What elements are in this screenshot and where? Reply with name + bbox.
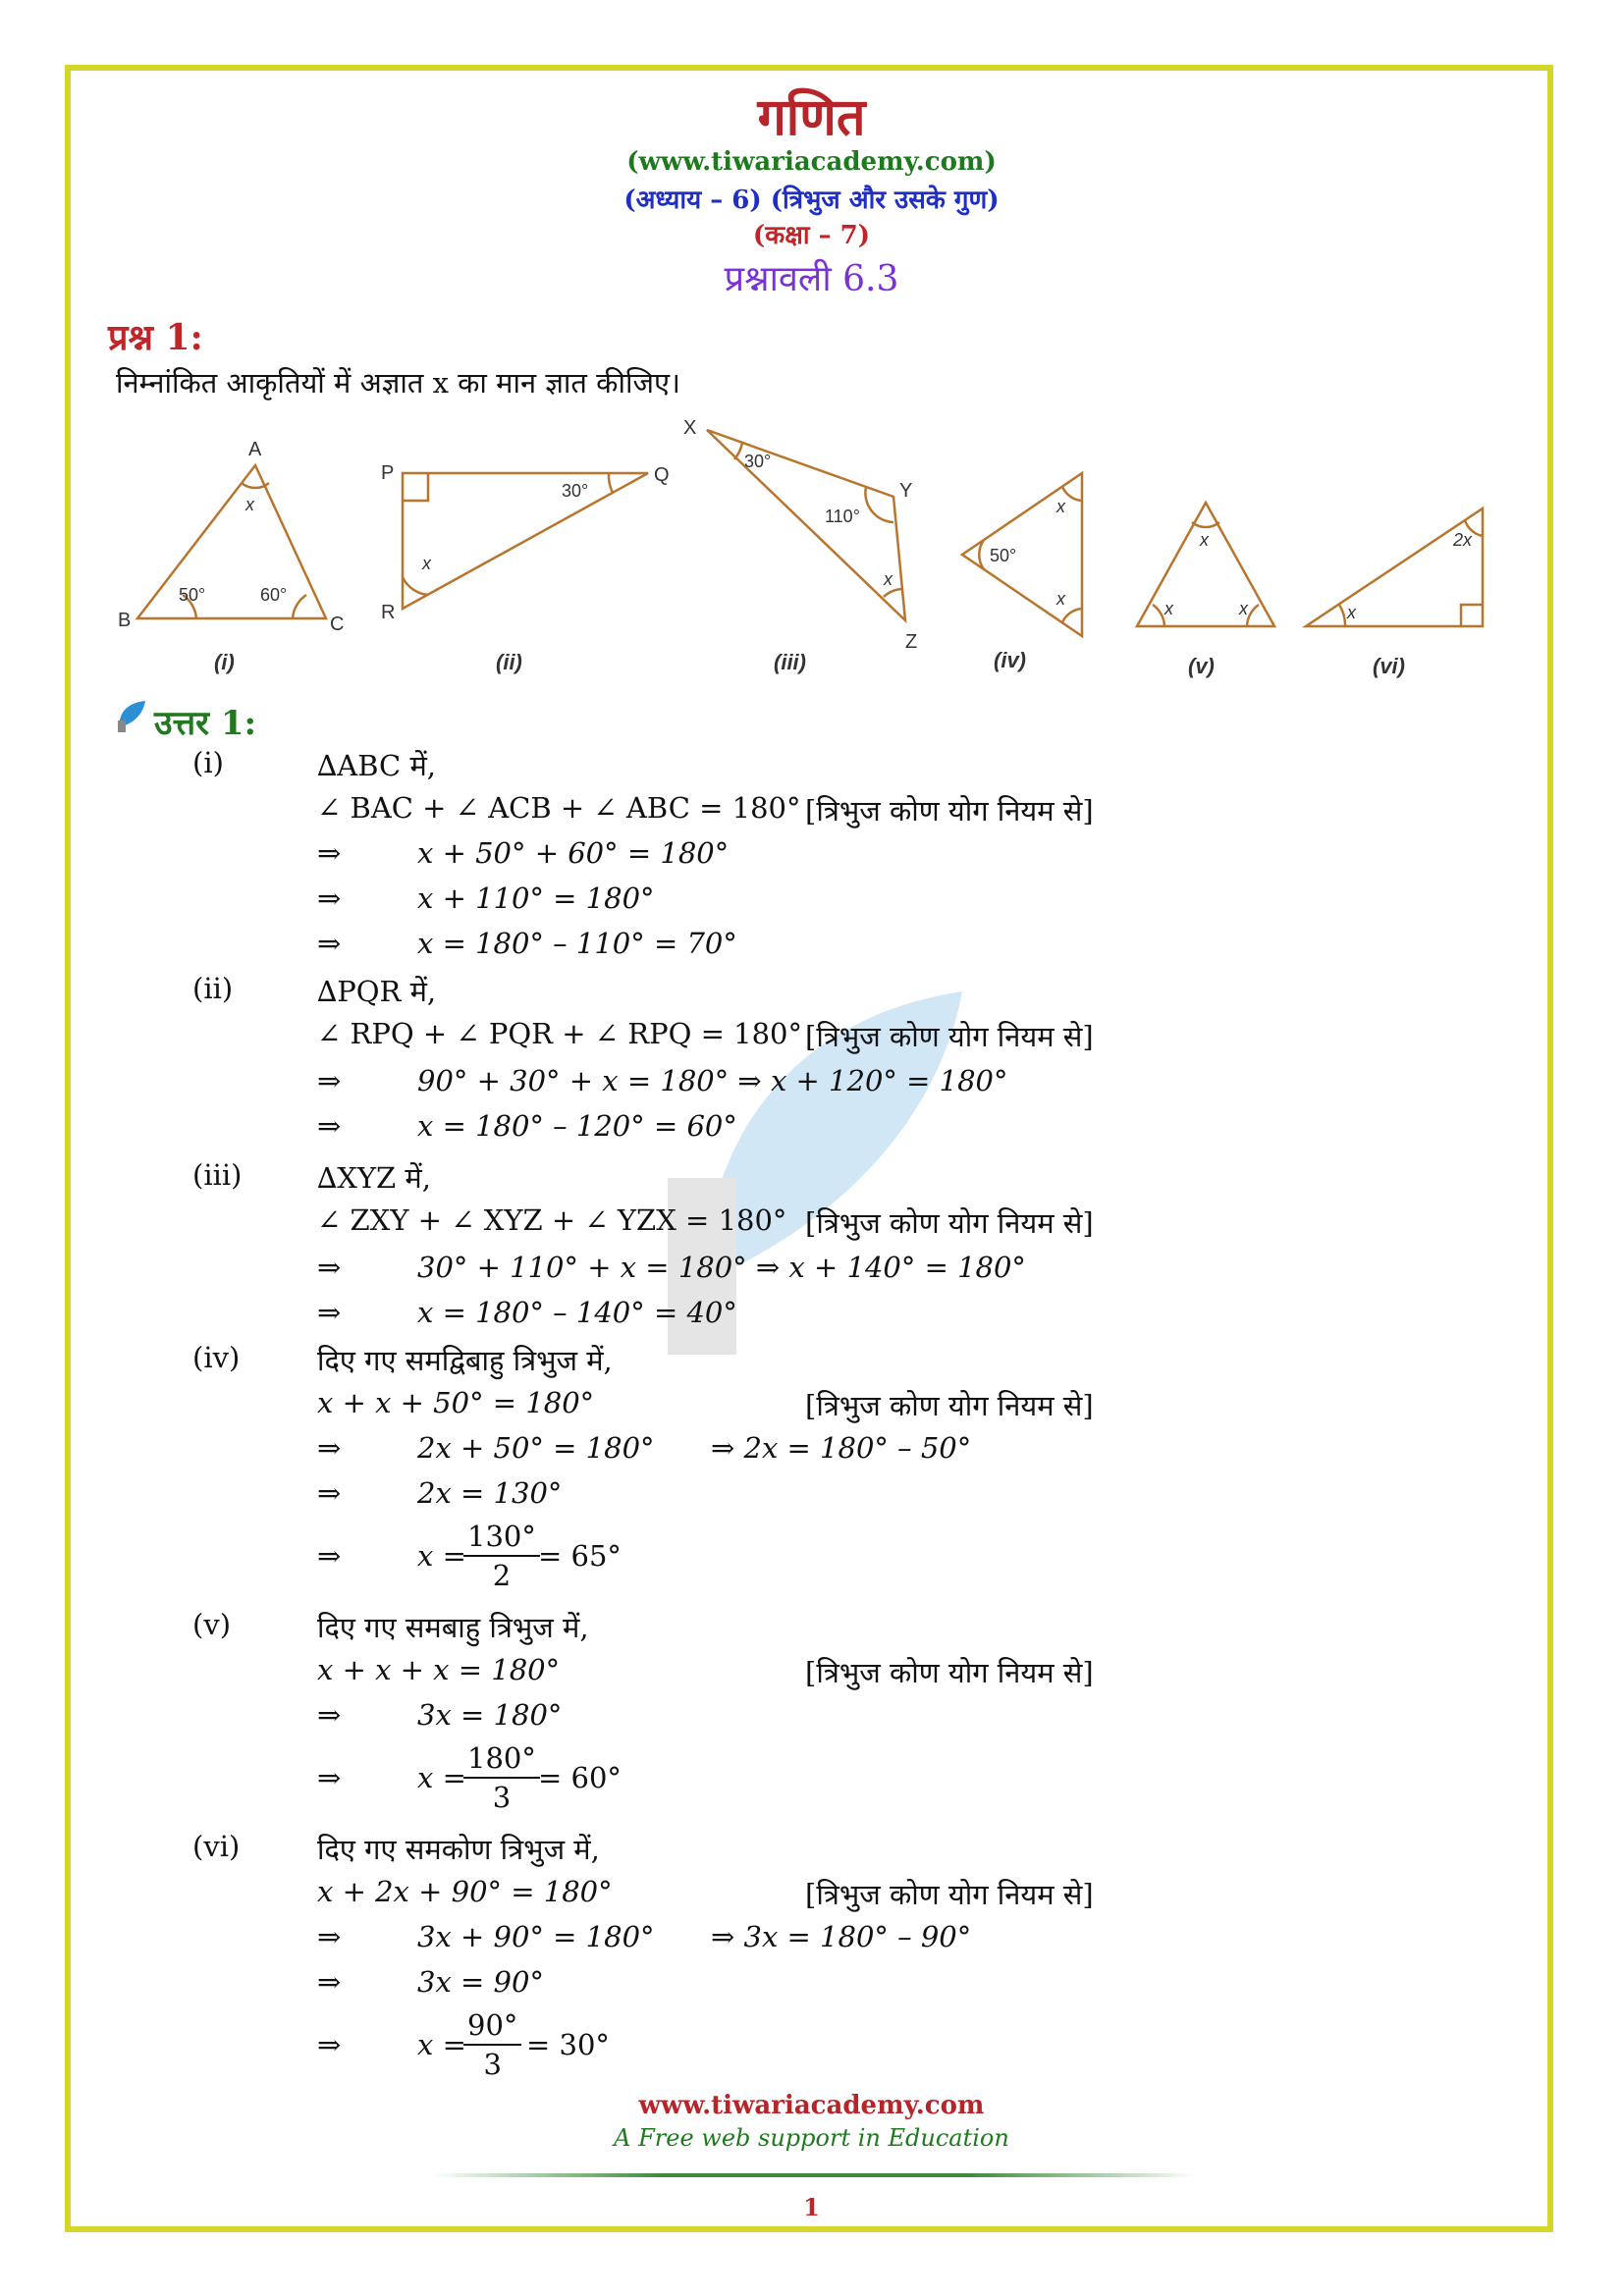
part-iv-reason: [त्रिभुज कोण योग नियम से] [805,1389,1094,1422]
part-vi-arrow-2: ⇒ [317,1965,342,1999]
part-vi-step-1: 3x + 90° = 180° [417,1920,655,1953]
footer-tagline: A Free web support in Education [614,2124,1009,2152]
part-iii-reason: [त्रिभुज कोण योग नियम से] [805,1206,1094,1240]
part-iv-arrow-3: ⇒ [317,1539,342,1573]
fig1-label-B: B [118,610,132,631]
part-i-heading: ∆ABC में, [317,749,437,782]
header-site: (www.tiwariacademy.com) [626,147,997,177]
fig1-caption: (i) [214,650,235,674]
fig3-label-Z: Z [905,631,918,653]
fig1-label-A: A [248,439,262,460]
class-heading: (कक्षा – 7) [752,221,871,250]
part-iii-step-2: x = 180° – 140° = 40° [417,1296,737,1329]
part-vi-heading: दिए गए समकोण त्रिभुज में, [317,1833,600,1866]
part-vi-step-1b: ⇒ 3x = 180° – 90° [711,1920,972,1953]
part-iv-heading: दिए गए समद्विबाहु त्रिभुज में, [317,1344,613,1377]
part-i-number: (i) [192,746,224,779]
part-iv-step-2: 2x = 130° [417,1476,563,1510]
fig4-angle: 50° [990,546,1017,565]
part-ii-equation: ∠ RPQ + ∠ PQR + ∠ RPQ = 180° [317,1017,802,1050]
part-v-number: (v) [192,1608,232,1641]
fig2-label-Q: Q [654,464,670,486]
fig2-label-P: P [381,462,395,484]
part-vi-arrow-3: ⇒ [317,2028,342,2061]
fig2-label-x: x [422,554,431,573]
fig3-caption: (iii) [774,650,806,674]
part-ii-number: (ii) [192,972,234,1005]
part-vi-fraction [463,2006,521,2083]
part-iii-number: (iii) [192,1158,243,1192]
chapter-heading: (अध्याय – 6) (त्रिभुज और उसके गुण) [623,186,1000,215]
part-iv-number: (iv) [192,1341,241,1374]
part-ii-step-1: 90° + 30° + x = 180° ⇒ x + 120° = 180° [417,1064,1008,1097]
part-vi-step-2: 3x = 90° [417,1965,544,1999]
question-text: निम्नांकित आकृतियों में अज्ञात x का मान ज्ञात कीजिए। [116,366,681,400]
fig6-label-x: x [1347,603,1356,622]
part-v-reason: [त्रिभुज कोण योग नियम से] [805,1656,1094,1689]
part-iv-denominator: 2 [492,1559,512,1592]
part-i-step-3: x = 180° – 110° = 70° [417,927,737,960]
part-iii-heading: ∆XYZ में, [317,1161,431,1195]
fig5-label-x-right: x [1239,599,1248,618]
part-iv-numerator: 130° [463,1518,540,1557]
fig3-label-X: X [683,417,697,439]
part-iii-arrow-1: ⇒ [317,1251,342,1284]
fig3-angle-Y: 110° [825,507,860,526]
part-iv-rhs: = 65° [538,1539,622,1573]
part-i-step-2: x + 110° = 180° [417,881,655,915]
part-v-heading: दिए गए समबाहु त्रिभुज में, [317,1611,589,1644]
part-i-arrow-1: ⇒ [317,836,342,870]
fig1-label-x: x [245,495,254,514]
fig5-label-x-top: x [1200,530,1209,550]
part-v-fraction [463,1739,540,1816]
part-v-denominator: 3 [492,1781,512,1814]
part-iii-arrow-2: ⇒ [317,1296,342,1329]
fig1-angle-B: 50° [179,585,206,605]
fig2-angle-Q: 30° [562,481,589,501]
part-iv-step-1b: ⇒ 2x = 180° – 50° [711,1431,972,1465]
exercise-heading: प्रश्नावली 6.3 [724,259,899,299]
part-iv-lhs: x = [417,1539,466,1573]
part-ii-arrow-2: ⇒ [317,1109,342,1143]
part-v-rhs: = 60° [538,1761,622,1794]
fig2-label-R: R [381,602,396,623]
part-i-arrow-3: ⇒ [317,927,342,960]
part-iii-step-1: 30° + 110° + x = 180° ⇒ x + 140° = 180° [417,1251,1026,1284]
part-v-lhs: x = [417,1761,466,1794]
leaf-logo-icon [116,699,147,732]
fig5-label-x-left: x [1164,599,1173,618]
part-v-equation: x + x + x = 180° [317,1653,561,1686]
part-i-step-1: x + 50° + 60° = 180° [417,836,730,870]
part-vi-reason: [त्रिभुज कोण योग नियम से] [805,1878,1094,1911]
part-vi-number: (vi) [192,1830,241,1863]
part-iv-arrow-2: ⇒ [317,1476,342,1510]
fig3-angle-X: 30° [744,452,772,471]
fig4-label-x-bottom: x [1056,589,1065,609]
footer-divider [432,2173,1198,2177]
answer-label: उत्तर 1: [154,704,257,743]
fig2-caption: (ii) [496,650,522,674]
part-i-reason: [त्रिभुज कोण योग नियम से] [805,794,1094,828]
page-title: गणित [757,87,866,147]
page-number: 1 [803,2193,820,2221]
part-v-arrow-2: ⇒ [317,1761,342,1794]
fig5-caption: (v) [1188,654,1215,678]
part-ii-heading: ∆PQR में, [317,975,437,1008]
part-v-numerator: 180° [463,1739,540,1779]
part-ii-reason: [त्रिभुज कोण योग नियम से] [805,1020,1094,1053]
part-ii-step-2: x = 180° – 120° = 60° [417,1109,737,1143]
part-iv-fraction [463,1518,540,1594]
fig3-label-x: x [884,569,893,589]
part-iv-equation: x + x + 50° = 180° [317,1386,595,1419]
part-vi-denominator: 3 [483,2048,502,2081]
part-vi-lhs: x = [417,2028,466,2061]
part-vi-equation: x + 2x + 90° = 180° [317,1875,613,1908]
footer-site-link[interactable]: www.tiwariacademy.com [638,2091,985,2120]
fig4-caption: (iv) [994,648,1026,672]
part-i-equation: ∠ BAC + ∠ ACB + ∠ ABC = 180° [317,791,801,825]
part-iii-equation: ∠ ZXY + ∠ XYZ + ∠ YZX = 180° [317,1203,787,1237]
part-ii-arrow-1: ⇒ [317,1064,342,1097]
question-label: प्रश्न 1: [108,317,203,358]
fig6-caption: (vi) [1373,654,1405,678]
part-vi-numerator: 90° [463,2006,521,2046]
part-i-arrow-2: ⇒ [317,881,342,915]
part-vi-rhs: = 30° [526,2028,610,2061]
fig3-label-Y: Y [899,480,913,502]
part-v-step-1: 3x = 180° [417,1698,563,1732]
part-vi-arrow-1: ⇒ [317,1920,342,1953]
fig6-label-2x: 2x [1453,530,1473,550]
fig4-label-x-top: x [1056,497,1065,516]
fig1-angle-C: 60° [260,585,288,605]
triangle-figures [108,412,1522,687]
part-iv-arrow-1: ⇒ [317,1431,342,1465]
part-iv-step-1: 2x + 50° = 180° [417,1431,655,1465]
fig1-label-C: C [330,614,345,635]
part-v-arrow-1: ⇒ [317,1698,342,1732]
